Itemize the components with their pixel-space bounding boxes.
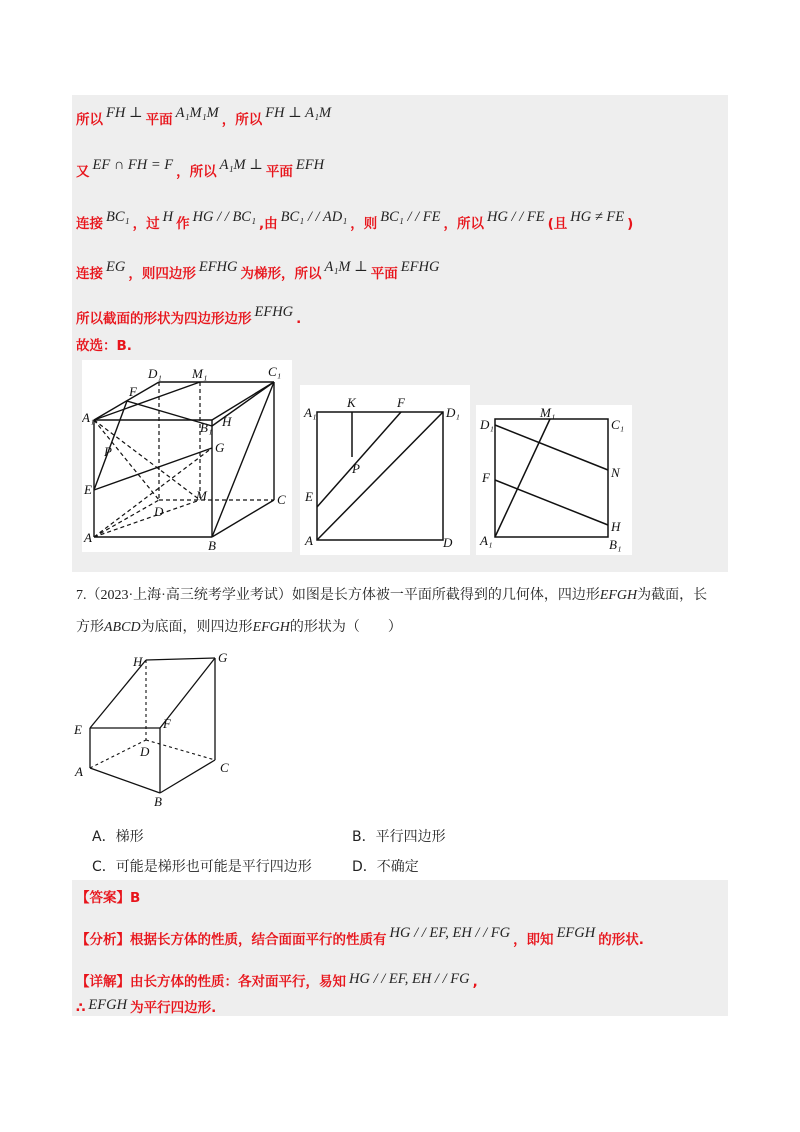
label-E: E (74, 722, 82, 737)
label-C1: C₁ (611, 417, 625, 432)
label-A1: A₁ (480, 533, 493, 548)
label-P: P (352, 461, 360, 476)
label-C: C (220, 760, 229, 775)
solution-line-5: 所以截面的形状为四边形边形 EFHG . (76, 304, 302, 327)
analysis-line: 【分析】根据长方体的性质，结合面面平行的性质有 HG / / EF, EH / / FG ，即知 EFGH 的形状. (76, 925, 644, 948)
label-B: B (154, 794, 162, 808)
label-D1: D₁ (480, 417, 494, 432)
label-H: H (611, 519, 621, 534)
label-F: F (163, 716, 171, 731)
square-figure-2 (476, 405, 632, 555)
option-a[interactable]: A．梯形 (92, 829, 144, 845)
square-figure-1 (300, 385, 470, 555)
label-F: F (482, 470, 490, 485)
label-C: C (277, 492, 286, 507)
question-line-2: 方形ABCD为底面，则四边形EFGH的形状为（ ） (76, 620, 402, 635)
label-D: D (140, 744, 150, 759)
label-F: F (397, 395, 405, 410)
label-N: N (611, 465, 620, 480)
label-H: H (222, 414, 232, 429)
option-b[interactable]: B．平行四边形 (352, 829, 446, 845)
label-B: B (208, 538, 216, 552)
label-A: A (84, 530, 92, 545)
label-D1: D₁ (148, 366, 162, 381)
label-D: D (443, 535, 453, 550)
answer-line: 【答案】B (76, 890, 141, 906)
solution-line-6: 故选：B. (76, 338, 132, 354)
solution-line-3: 连接 BC₁ ，过 H 作 HG / / BC₁ ,由 BC₁ / / AD₁ ，则 BC₁ / / FE ，所以 HG / / FE (且 HG ≠ FE ) (76, 209, 634, 232)
label-H: H (133, 654, 143, 669)
label-G: G (215, 440, 225, 455)
detail-line: 【详解】由长方体的性质：各对面平行，易知 HG / / EF, EH / / FG , (76, 971, 478, 990)
label-M: M (196, 488, 207, 503)
label-B1: B₁ (609, 537, 622, 552)
conclusion-line: ∴ EFGH 为平行四边形. (76, 997, 217, 1016)
label-A: A (75, 764, 83, 779)
label-A: A (305, 533, 313, 548)
label-D1: D₁ (446, 405, 460, 420)
cube-figure (82, 360, 292, 552)
label-G: G (218, 650, 228, 665)
label-A1: A₁ (82, 410, 95, 425)
label-M1: M₁ (540, 405, 556, 420)
label-C1: C₁ (268, 364, 282, 379)
label-B1: B₁ (200, 420, 213, 435)
label-P: P (104, 444, 112, 459)
question-line-1: 7.（2023·上海·高三统考学业考试）如图是长方体被一平面所截得到的几何体，四边形EFGH为截面，长 (76, 588, 708, 603)
solution-line-1: 所以 FH ⊥ 平面 A₁M₁M ，所以 FH ⊥ A₁M (76, 105, 332, 128)
option-c[interactable]: C．可能是梯形也可能是平行四边形 (92, 859, 312, 875)
label-E: E (305, 489, 313, 504)
label-A1: A₁ (304, 405, 317, 420)
label-D: D (154, 504, 164, 519)
label-K: K (347, 395, 356, 410)
solution-line-2: 又 EF ∩ FH = F ，所以 A₁M ⊥ 平面 EFH (76, 157, 325, 180)
option-d[interactable]: D．不确定 (352, 859, 419, 875)
label-E: E (84, 482, 92, 497)
solution-line-4: 连接 EG ，则四边形 EFHG 为梯形，所以 A₁M ⊥ 平面 EFHG (76, 259, 440, 282)
label-F: F (129, 384, 137, 399)
prism-figure (70, 648, 240, 808)
label-M1: M₁ (192, 366, 208, 381)
